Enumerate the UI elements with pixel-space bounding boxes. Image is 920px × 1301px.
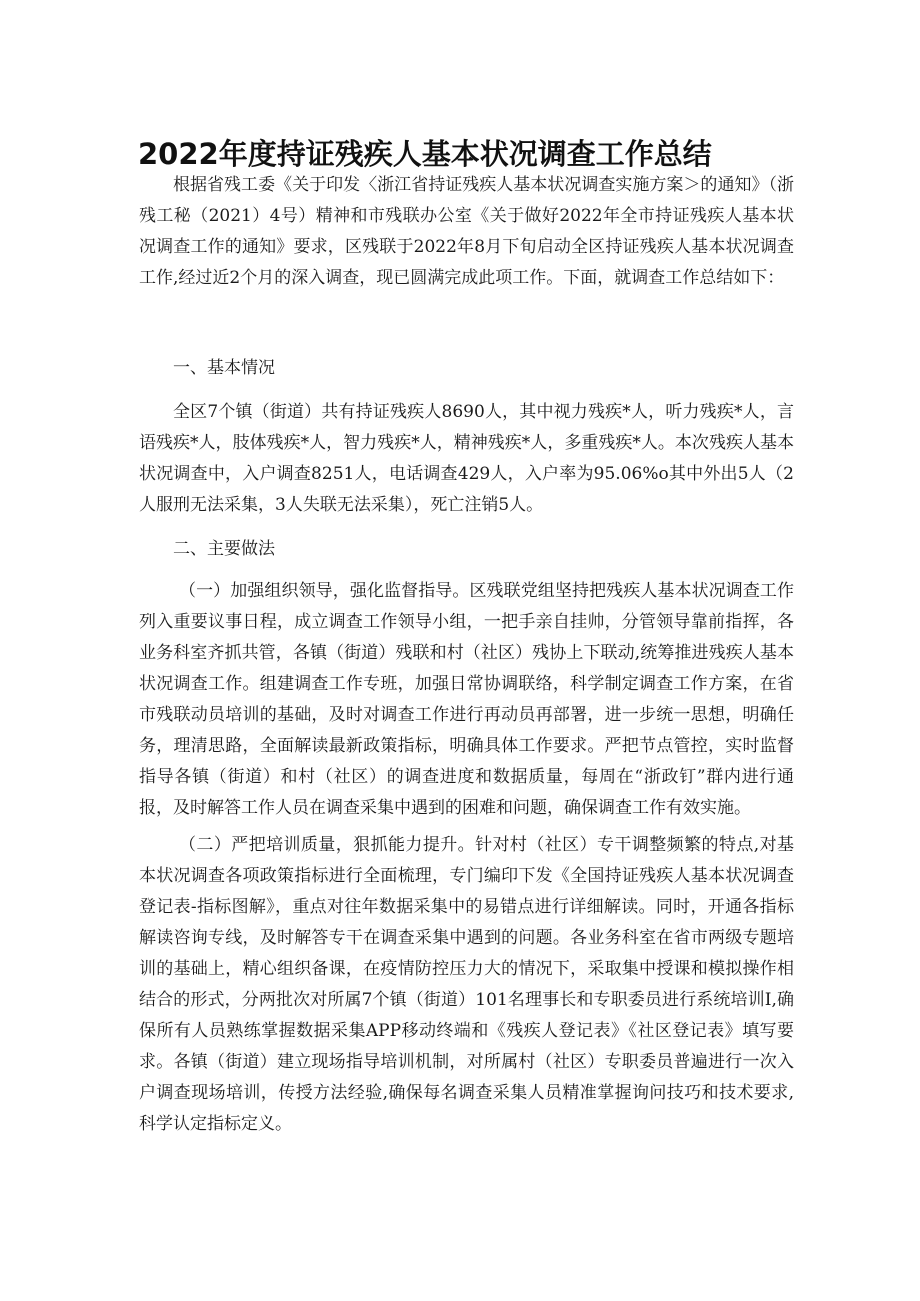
- intro-paragraph: 根据省残工委《关于印发〈浙江省持证残疾人基本状况调查实施方案＞的通知》（浙残工秘（2021）4号）精神和市残联办公室《关于做好2022年全市持证残疾人基本状况调查工作的通知》要求，区残联于2022年8月下旬启动全区持证残疾人基本状况调查工作,经过近2个月的深入调查，现已圆满完成此项工作。下面，就调查工作总结如下：: [139, 175, 794, 288]
- practice-item-2: （二）严把培训质量，狠抓能力提升。针对村（社区）专干调整频繁的特点,对基本状况调查各项政策指标进行全面梳理，专门编印下发《全国持证残疾人基本状况调查登记表-指标图解》，重点对往年数据采集中的易错点进行详细解读。同时，开通各指标解读咨询专线，及时解答专干在调查采集中遇到的问题。各业务科室在省市两级专题培训的基础上，精心组织备课，在疫情防控压力大的情况下，采取集中授课和模拟操作相结合的形式，分两批次对所属7个镇（街道）101名理事长和专职委员进行系统培训I,确保所有人员熟练掌握数据采集APP移动终端和《残疾人登记表》《社区登记表》填写要求。各镇（街道）建立现场指导培训机制，对所属村（社区）专职委员普遍进行一次入户调查现场培训，传授方法经验,确保每名调查采集人员精准掌握询问技巧和技术要求,科学认定指标定义。: [139, 835, 794, 1134]
- document-title: 2022年度持证残疾人基本状况调查工作总结: [138, 137, 712, 171]
- practice-item-1: （一）加强组织领导，强化监督指导。区残联党组坚持把残疾人基本状况调查工作列入重要议事日程，成立调查工作领导小组，一把手亲自挂帅，分管领导靠前指挥，各业务科室齐抓共管，各镇（街道）残联和村（社区）残协上下联动,统筹推进残疾人基本状况调查工作。组建调查工作专班，加强日常协调联络，科学制定调查工作方案，在省市残联动员培训的基础，及时对调查工作进行再动员再部署，进一步统一思想，明确任务，理清思路，全面解读最新政策指标，明确具体工作要求。严把节点管控，实时监督指导各镇（街道）和村（社区）的调查进度和数据质量，每周在“浙政钉”群内进行通报，及时解答工作人员在调查采集中遇到的困难和问题，确保调查工作有效实施。: [139, 581, 794, 818]
- section-heading-main-practices: 二、主要做法: [173, 539, 275, 559]
- section-heading-basic-situation: 一、基本情况: [173, 358, 275, 378]
- basic-situation-paragraph: 全区7个镇（街道）共有持证残疾人8690人，其中视力残疾*人，听力残疾*人，言语残疾*人，肢体残疾*人，智力残疾*人，精神残疾*人，多重残疾*人。本次残疾人基本状况调查中，入户调查8251人，电话调查429人，入户率为95.06%o其中外出5人（2人服刑无法采集，3人失联无法采集），死亡注销5人。: [139, 402, 794, 515]
